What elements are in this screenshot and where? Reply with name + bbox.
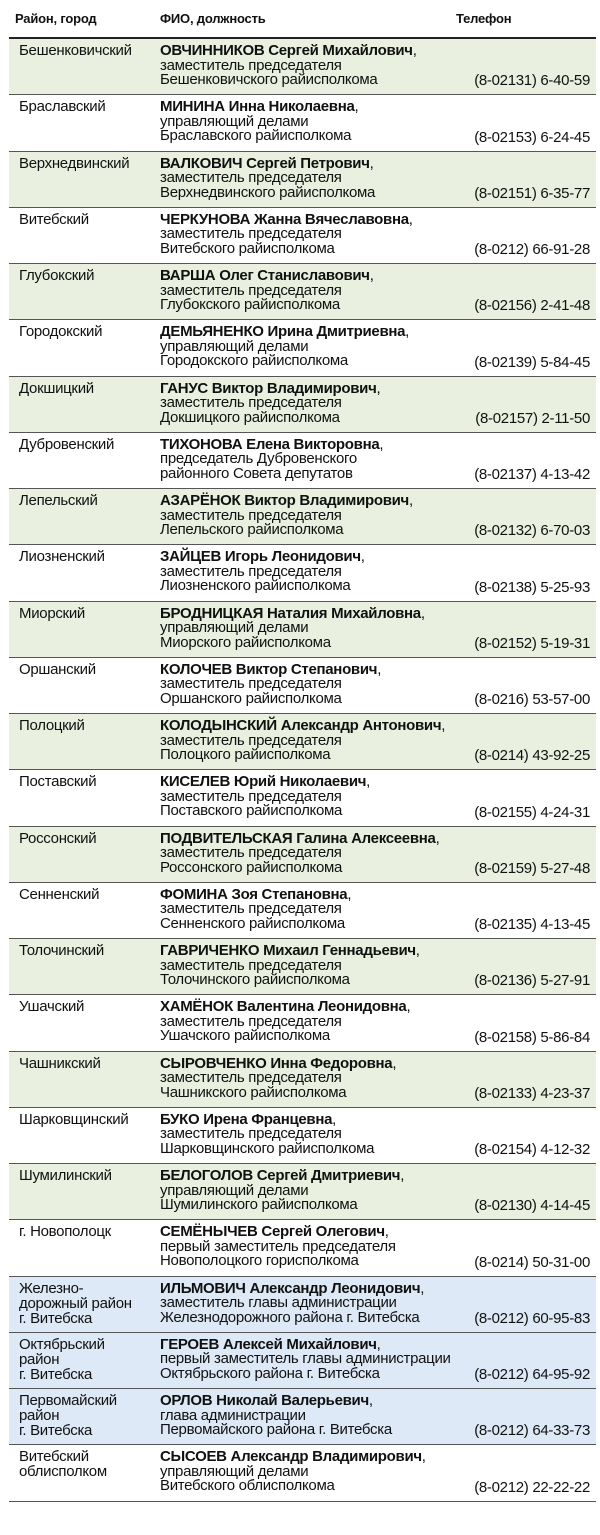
person-role: заместитель председателя xyxy=(160,506,342,524)
phone-cell: (8-02133) 4-23-37 xyxy=(474,1084,590,1102)
person-org: Первомайского района г. Витебска xyxy=(160,1421,392,1438)
district-line: дорожный район xyxy=(19,1294,132,1312)
district-line: Железно- xyxy=(19,1279,84,1297)
district-line: Первомайский xyxy=(19,1392,117,1409)
district-cell xyxy=(19,1224,159,1240)
district-cell xyxy=(19,437,159,453)
person-org: Шарковщинского райисполкома xyxy=(160,1139,375,1157)
person-name: МИНИНА Инна Николаевна xyxy=(160,98,355,116)
district-line: Миорский xyxy=(19,604,85,622)
person-name: ХАМЁНОК Валентина Леонидовна xyxy=(160,998,407,1016)
person-org: Шумилинского райисполкома xyxy=(160,1196,358,1213)
person-role: заместитель председателя xyxy=(160,675,342,693)
district-line: Толочинский xyxy=(19,942,104,959)
person-name: ФОМИНА Зоя Степановна xyxy=(160,885,348,903)
header-person: ФИО, должность xyxy=(160,11,266,26)
person-org: Оршанского райисполкома xyxy=(160,689,342,707)
person-org: Браславского райисполкома xyxy=(160,127,352,145)
person-org: Сенненского райисполкома xyxy=(160,914,345,932)
person-role: заместитель председателя xyxy=(160,281,342,299)
person-name: ГАНУС Виктор Владимирович xyxy=(160,379,377,397)
person-name: ВАЛКОВИЧ Сергей Петрович xyxy=(160,154,370,172)
phone-cell: (8-02151) 6-35-77 xyxy=(474,184,590,202)
district-line: г. Витебска xyxy=(19,1365,93,1383)
person-org: районного Совета депутатов xyxy=(160,464,353,482)
district-cell xyxy=(19,381,159,397)
district-line: Поставский xyxy=(19,773,97,791)
comma: , xyxy=(366,773,371,791)
district-cell xyxy=(19,1393,159,1438)
person-name: СЕМЁНЫЧЕВ Сергей Олегович xyxy=(160,1223,385,1241)
phone-cell: (8-0212) 60-95-83 xyxy=(474,1309,590,1327)
table-row xyxy=(9,152,596,208)
comma: , xyxy=(441,717,446,734)
phone-cell: (8-02131) 6-40-59 xyxy=(474,72,590,90)
district-cell xyxy=(19,1449,159,1479)
district-line: Оршанский xyxy=(19,660,96,678)
person-org: Лепельского райисполкома xyxy=(160,521,344,538)
district-cell xyxy=(19,943,159,959)
phone-cell: (8-0212) 64-33-73 xyxy=(474,1422,590,1440)
person-role: управляющий делами xyxy=(160,1181,309,1199)
district-cell xyxy=(19,1337,159,1382)
comma: , xyxy=(332,1110,337,1128)
table-row xyxy=(9,433,596,489)
comma: , xyxy=(400,1167,405,1184)
person-org: Городокского райисполкома xyxy=(160,352,348,370)
table-row xyxy=(9,714,596,770)
table-row xyxy=(9,939,596,995)
person-org: Поставского райисполкома xyxy=(160,802,343,820)
person-org: Бешенковичского райисполкома xyxy=(160,71,378,88)
person-org: Верхнедвинского райисполкома xyxy=(160,183,376,201)
table-row xyxy=(9,1220,596,1276)
district-line: г. Витебска xyxy=(19,1422,93,1439)
phone-cell: (8-02152) 5-19-31 xyxy=(474,634,590,652)
person-role: управляющий делами xyxy=(160,112,309,130)
comma: , xyxy=(392,1054,397,1072)
table-row xyxy=(9,1445,596,1501)
district-cell xyxy=(19,718,159,734)
district-line: Чашникский xyxy=(19,1054,101,1072)
table-row xyxy=(9,377,596,433)
table-row xyxy=(9,1389,596,1445)
comma: , xyxy=(420,1279,425,1297)
comma: , xyxy=(421,1448,426,1466)
person-role: заместитель председателя xyxy=(160,169,342,186)
district-cell xyxy=(19,212,159,228)
phone-cell: (8-02137) 4-13-42 xyxy=(474,466,590,483)
district-cell xyxy=(19,662,159,678)
district-line: Ушачский xyxy=(19,998,85,1016)
person-name: СЫСОЕВ Александр Владимирович xyxy=(160,1448,422,1466)
district-line: Лиозненский xyxy=(19,548,105,566)
district-line: Глубокский xyxy=(19,267,95,284)
person-org: Витебского облисполкома xyxy=(160,1477,335,1495)
table-row xyxy=(9,545,596,601)
district-line: г. Витебска xyxy=(19,1309,93,1327)
table-row xyxy=(9,1052,596,1108)
district-line: Браславский xyxy=(19,98,106,116)
table-header xyxy=(9,0,596,39)
person-role: заместитель председателя xyxy=(160,562,342,580)
person-org: Россонского райисполкома xyxy=(160,858,343,876)
table-row xyxy=(9,1164,596,1220)
person-name: ТИХОНОВА Елена Викторовна xyxy=(160,435,380,453)
phone-cell: (8-02156) 2-41-48 xyxy=(474,297,590,315)
phone-cell: (8-02139) 5-84-45 xyxy=(474,353,590,371)
person-name: ДЕМЬЯНЕНКО Ирина Дмитриевна xyxy=(160,323,406,341)
person-role: заместитель председателя xyxy=(160,1069,342,1086)
comma: , xyxy=(360,548,365,566)
person-org: Витебского райисполкома xyxy=(160,239,335,257)
district-line: Лепельский xyxy=(19,492,98,509)
person-org: Новополоцкого горисполкома xyxy=(160,1252,359,1270)
person-role: управляющий делами xyxy=(160,1462,309,1480)
person-name: ГАВРИЧЕНКО Михаил Геннадьевич xyxy=(160,942,416,959)
comma: , xyxy=(376,379,381,397)
district-cell xyxy=(19,999,159,1015)
person-name: КОЛОЧЕВ Виктор Степанович xyxy=(160,660,378,678)
person-name: АЗАРЁНОК Виктор Владимирович xyxy=(160,492,409,509)
district-line: Октябрьский xyxy=(19,1335,105,1353)
person-name: СЫРОВЧЕНКО Инна Федоровна xyxy=(160,1054,393,1072)
person-role: заместитель председателя xyxy=(160,844,342,861)
table-row xyxy=(9,39,596,95)
phone-cell: (8-02158) 5-86-84 xyxy=(474,1028,590,1046)
person-role: заместитель председателя xyxy=(160,394,342,411)
district-cell xyxy=(19,1056,159,1072)
phone-cell: (8-02157) 2-11-50 xyxy=(475,409,590,427)
person-org: Лиозненского райисполкома xyxy=(160,577,351,595)
table-row xyxy=(9,770,596,826)
phone-cell: (8-02135) 4-13-45 xyxy=(474,916,590,933)
district-line: Бешенковичский xyxy=(19,42,132,59)
person-name: ОРЛОВ Николай Валерьевич xyxy=(160,1392,369,1409)
person-role: заместитель председателя xyxy=(160,225,342,243)
person-name: БРОДНИЦКАЯ Наталия Михайловна xyxy=(160,604,421,622)
person-org: Толочинского райисполкома xyxy=(160,971,350,988)
person-org: Ушачского райисполкома xyxy=(160,1027,330,1045)
person-org: Докшицкого райисполкома xyxy=(160,408,340,426)
phone-cell: (8-02130) 4-14-45 xyxy=(474,1197,590,1215)
table-row xyxy=(9,883,596,939)
comma: , xyxy=(368,1392,373,1409)
phone-cell: (8-0212) 66-91-28 xyxy=(474,241,590,258)
district-line: Докшицкий xyxy=(19,379,94,397)
person-name: КИСЕЛЕВ Юрий Николаевич xyxy=(160,773,367,791)
comma: , xyxy=(347,885,352,903)
district-line: Витебский xyxy=(19,1448,89,1466)
person-name: БЕЛОГОЛОВ Сергей Дмитриевич xyxy=(160,1167,401,1184)
comma: , xyxy=(420,604,425,622)
person-role: заместитель председателя xyxy=(160,1125,342,1143)
phone-cell: (8-02138) 5-25-93 xyxy=(474,578,590,596)
district-cell xyxy=(19,324,159,340)
person-name: ВАРША Олег Станиславович xyxy=(160,267,370,284)
person-role: первый заместитель председателя xyxy=(160,1237,396,1255)
comma: , xyxy=(435,829,440,847)
district-line: район xyxy=(19,1407,60,1424)
person-name: КОЛОДЫНСКИЙ Александр Антонович xyxy=(160,717,442,734)
phone-cell: (8-0212) 22-22-22 xyxy=(474,1478,590,1496)
person-role: заместитель председателя xyxy=(160,1012,342,1030)
district-cell xyxy=(19,268,159,284)
table-row xyxy=(9,658,596,714)
comma: , xyxy=(369,267,374,284)
table-row xyxy=(9,264,596,320)
comma: , xyxy=(408,492,413,509)
comma: , xyxy=(354,98,359,116)
person-org: Полоцкого райисполкома xyxy=(160,746,331,763)
person-org: Глубокского райисполкома xyxy=(160,296,340,313)
person-role: заместитель председателя xyxy=(160,900,342,918)
district-line: Городокский xyxy=(19,323,103,341)
phone-cell: (8-02159) 5-27-48 xyxy=(474,859,590,877)
district-line: Россонский xyxy=(19,829,97,847)
district-cell xyxy=(19,156,159,172)
comma: , xyxy=(405,323,410,341)
table-row xyxy=(9,1108,596,1164)
district-cell xyxy=(19,1281,159,1326)
table-row xyxy=(9,320,596,376)
person-name: ЗАЙЦЕВ Игорь Леонидович xyxy=(160,548,361,566)
table-body xyxy=(9,39,596,1502)
comma: , xyxy=(412,42,417,59)
district-cell xyxy=(19,1168,159,1184)
comma: , xyxy=(369,154,374,172)
phone-cell: (8-02132) 6-70-03 xyxy=(474,522,590,540)
district-line: облисполком xyxy=(19,1463,107,1481)
phone-cell: (8-02155) 4-24-31 xyxy=(474,803,590,821)
comma: , xyxy=(415,942,420,959)
person-role: управляющий делами xyxy=(160,619,309,636)
person-name: ЧЕРКУНОВА Жанна Вячеславовна xyxy=(160,210,409,228)
comma: , xyxy=(384,1223,389,1241)
phone-cell: (8-0216) 53-57-00 xyxy=(474,691,590,708)
district-line: Шумилинский xyxy=(19,1167,112,1184)
district-line: Шарковщинский xyxy=(19,1110,129,1128)
person-role: председатель Дубровенского xyxy=(160,450,357,468)
district-cell xyxy=(19,1112,159,1128)
district-cell xyxy=(19,831,159,847)
comma: , xyxy=(408,210,413,228)
person-name: ОВЧИННИКОВ Сергей Михайлович xyxy=(160,42,413,59)
person-org: Миорского райисполкома xyxy=(160,633,331,651)
header-district: Район, город xyxy=(15,11,97,26)
person-name: ИЛЬМОВИЧ Александр Леонидович xyxy=(160,1279,421,1297)
person-org: Железнодорожного района г. Витебска xyxy=(160,1308,420,1326)
district-line: Витебский xyxy=(19,210,89,228)
district-cell xyxy=(19,606,159,622)
person-name: ГЕРОЕВ Алексей Михайлович xyxy=(160,1335,377,1353)
contacts-table xyxy=(9,0,596,1502)
district-cell xyxy=(19,774,159,790)
district-line: Сенненский xyxy=(19,885,100,903)
comma: , xyxy=(406,998,411,1016)
table-row xyxy=(9,95,596,151)
district-line: район xyxy=(19,1350,60,1368)
district-cell xyxy=(19,99,159,115)
district-line: Верхнедвинский xyxy=(19,154,130,172)
district-line: г. Новополоцк xyxy=(19,1223,111,1241)
table-row xyxy=(9,602,596,658)
header-phone: Телефон xyxy=(456,11,512,26)
person-name: ПОДВИТЕЛЬСКАЯ Галина Алексеевна xyxy=(160,829,436,847)
comma: , xyxy=(379,435,384,453)
person-role: глава администрации xyxy=(160,1406,306,1424)
district-cell xyxy=(19,887,159,903)
person-role: управляющий делами xyxy=(160,337,309,355)
person-role: заместитель председателя xyxy=(160,787,342,805)
phone-cell: (8-02153) 6-24-45 xyxy=(474,128,590,146)
table-row xyxy=(9,489,596,545)
person-role: первый заместитель главы администрации xyxy=(160,1350,451,1368)
phone-cell: (8-0214) 43-92-25 xyxy=(474,747,590,765)
comma: , xyxy=(376,1335,381,1353)
person-name: БУКО Ирена Францевна xyxy=(160,1110,333,1128)
phone-cell: (8-02154) 4-12-32 xyxy=(474,1141,590,1158)
table-row xyxy=(9,1277,596,1333)
person-role: заместитель председателя xyxy=(160,56,342,74)
table-row xyxy=(9,208,596,264)
district-cell xyxy=(19,43,159,59)
phone-cell: (8-0214) 50-31-00 xyxy=(474,1253,590,1271)
district-line: Полоцкий xyxy=(19,717,85,734)
table-row xyxy=(9,827,596,883)
person-role: заместитель председателя xyxy=(160,956,342,974)
person-role: заместитель председателя xyxy=(160,731,342,749)
district-cell xyxy=(19,549,159,565)
phone-cell: (8-0212) 64-95-92 xyxy=(474,1366,590,1383)
table-row xyxy=(9,1333,596,1389)
table-row xyxy=(9,995,596,1051)
person-org: Октябрьского района г. Витебска xyxy=(160,1364,380,1382)
district-cell xyxy=(19,493,159,509)
comma: , xyxy=(377,660,382,678)
phone-cell: (8-02136) 5-27-91 xyxy=(474,972,590,990)
district-line: Дубровенский xyxy=(19,435,115,453)
person-org: Чашникского райисполкома xyxy=(160,1083,347,1101)
person-role: заместитель главы администрации xyxy=(160,1294,397,1311)
